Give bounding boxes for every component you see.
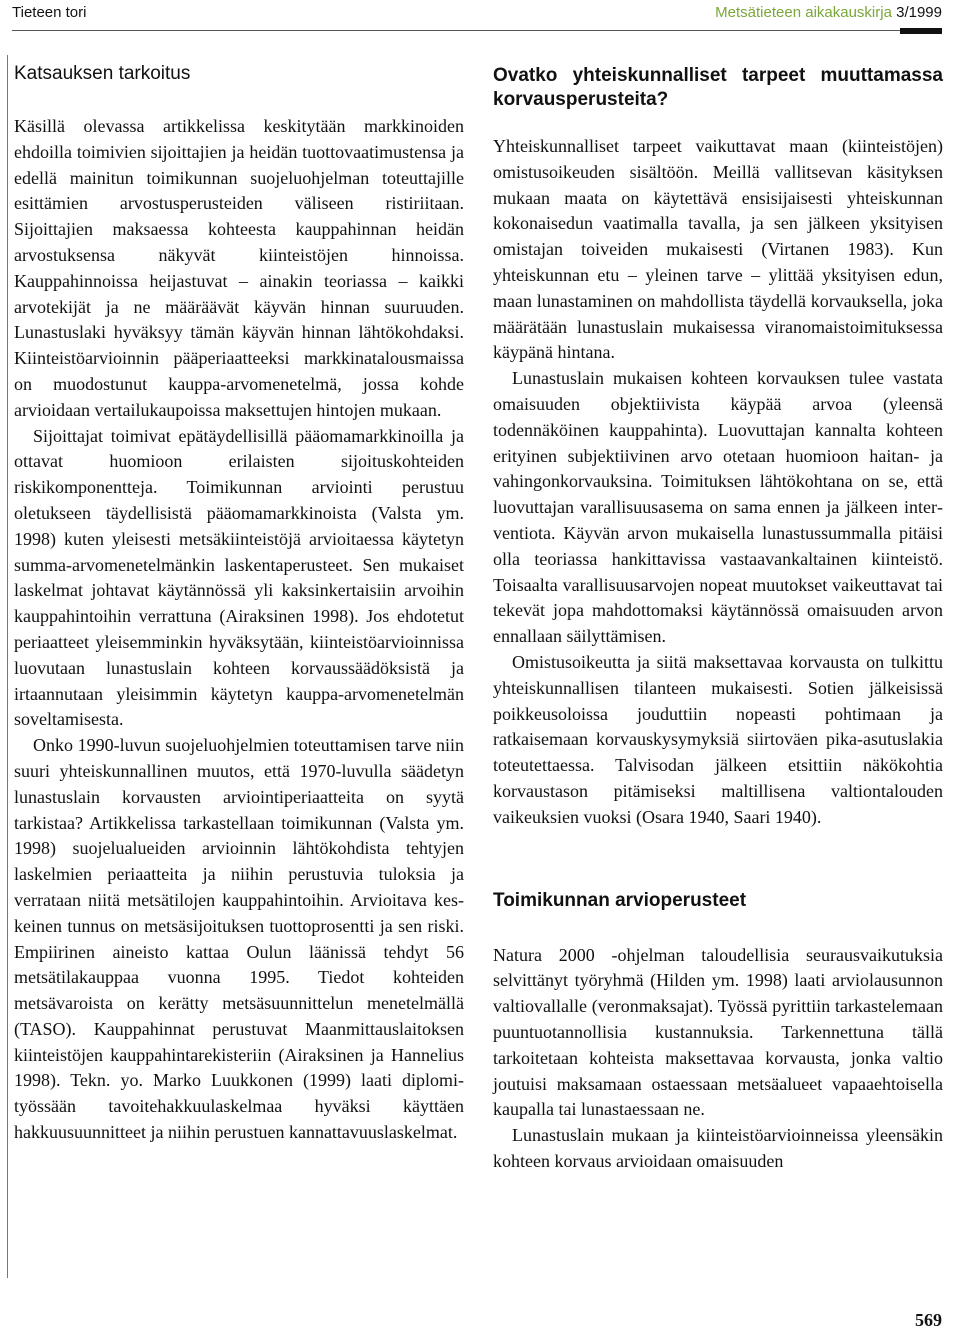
right-column bbox=[493, 62, 943, 1175]
header-rule bbox=[12, 30, 942, 31]
paragraph: Sijoittajat toimivat epätäydellisillä pääomamarkkinoilla ja ottavat huomioon erilaisten sijoituskohteiden riskikomponentteja. Toimikunnan arviointi perustuu oletukseen täydellisistä pääomamarkkinoista (Valsta ym. 1998) kuten yleisesti metsäkiinteistöjä arvioitaessa käytetyn summa-arvomenetelmänkin laskentaperusteet. Sen mukaiset laskelmat johtavat käytännössä yli kaksinkertaisiin arvoihin kauppahintoihin verrattuna (Airaksinen 1998). Jos ehdotetut periaatteet yleisemminkin hyväksytään, kiinteistöarvioinnissa luovutaan lunastuslain kohteen korvaussäädöksistä ja irtaannutaan yleisimmin käytetyn kauppa-arvomenetelmän soveltamisesta. bbox=[14, 425, 464, 730]
paragraph: Käsillä olevassa artikkelissa keskitytään markkinoiden ehdoilla toimivien sijoittajien ja heidän tuottovaatimustensa ja edellä mainitun toimikunnan suojeluohjelman toteuttajille esittämien arvostusperusteiden väliseen ristiriitaan. Sijoittajien maksaessa kohteesta kauppahinnan heidän arvostuksensa näkyvät kiinteistöjen hinnoissa. Kauppahinnoissa heijastuvat – ainakin teoriassa – kaikki arvotekijät ja ne määräävät käyvän hinnan suuruuden. Lunastuslaki hyväksyy tämän käyvän hinnan lähtökohdaksi. Kiinteistöarvioinnin pääperiaatteeksi markkinatalousmaissa on muodostunut kauppa-arvomenetelmä, jossa kohde arvioidaan vertailukaupoissa maksettujen hintojen mukaan. bbox=[14, 116, 464, 420]
paragraph: Lunastuslain mukaan ja kiinteistöarvioinneissa yleensäkin kohteen korvaus arvioidaan omaisuuden bbox=[493, 1125, 943, 1171]
running-head-section: Tieteen tori bbox=[12, 4, 87, 21]
section-heading-question: Ovatko yhteiskunnalliset tarpeet muuttamassa korvausperusteita? bbox=[493, 65, 943, 110]
paragraph: Yhteiskunnalliset tarpeet vaikuttavat maan (kiinteistöjen) omistusoikeuden sisältöön. Meillä vallitsevan käsityksen mukaan maata on käytettävä ensisijaisesti yhteiskunnan kokonaisedun vaatimalla tavalla, ja sen jälkeen yksityisen omistajan toiveiden mukaisesti (Virtanen 1983). Kun yhteiskunnan etu – yleinen tarve – ylittää yksityisen edun, maan lunastaminen on mahdollista täydellä korvauksella, joka määrätään lunastuslain mukaisessa viranomaistoimituksessa käypänä hintana. bbox=[493, 136, 943, 363]
journal-issue: 3/1999 bbox=[896, 4, 942, 21]
left-column bbox=[14, 62, 464, 1146]
section-heading-criteria: Toimikunnan arvioperusteet bbox=[493, 889, 747, 911]
section-heading-purpose: Katsauksen tarkoitus bbox=[14, 63, 191, 84]
paragraph: Onko 1990-luvun suojeluohjelmien toteuttamisen tarve niin suuri yhteiskunnallinen muutos, että 1970-luvulla säädetyn lunastuslain korvausten arviointiperiaatteita on syytä tarkistaa? Artikkelissa tarkastellaan toimikunnan (Valsta ym. 1998) suojelualueiden arvioinnin lähtökohdista tehtyjen laskelmien periaatteita ja niihin perustuvia tuloksia ja verrataan niitä metsätilojen kauppahintoihin. Arvioitava keskeinen tunnus on metsäsijoituksen tuottoprosentti ja sen riski. Empiirinen aineisto kattaa Oulun läänissä tehdyt 56 metsätilakauppaa vuonna 1995. Tiedot kohteiden metsävaroista on kerätty metsäsuunnittelun menetelmällä (TASO). Kauppahinnat perustuvat Maanmittauslaitoksen kiinteistöjen kauppahintarekisteriin (Airaksinen ja Hannelius 1998). Tekn. yo. Marko Luukkonen (1999) laati diplomityössään tavoitehakkuulaskelmaa hyväksi käyttäen hakkuusuunnitteet ja niihin perustuen kannattavuuslaskelmat. bbox=[14, 735, 464, 1143]
left-margin-rule bbox=[7, 55, 8, 1278]
running-head-journal bbox=[715, 4, 942, 21]
paragraph: Natura 2000 -ohjelman taloudellisia seurausvaikutuksia selvittänyt työryhmä (Hilden ym. 1998) laati arviolausunnon valtiovallalle (veronmaksajat). Työssä pyrittiin tarkastelemaan puuntuotannollisia kustannuksia. Tarkennettuna tällä tarkoitetaan kohteista maksettavaa korvausta, jonka valtio joutuisi maksamaan ostaessaan metsäalueet vapaaehtoisella kaupalla tai lunastaessaan ne. bbox=[493, 944, 943, 1120]
paragraph: Omistusoikeutta ja siitä maksettavaa korvausta on tulkittu yhteiskunnallisen tilanteen mukaisesti. Sotien jälkeisissä poikkeusoloissa jouduttiin nopeasti pohtimaan ja ratkaisemaan korvauskysymyksiä siirtoväen pika-asutuslakia toteutettaessa. Talvisodan jälkeen etsittiin näkökohtia korvaustason pitämiseksi maltillisena valtiontalouden vaikeuksien vuoksi (Osara 1940, Saari 1940). bbox=[493, 651, 943, 827]
paragraph: Lunastuslain mukaisen kohteen korvauksen tulee vastata omaisuuden objektiivista käypää arvoa (yleensä todennäköinen kauppahinta). Luovuttajan kannalta kohteen erityinen subjektiivinen arvo otetaan huomioon haitan- ja vahingonkorvauksina. Toimituksen lähtökohtana on se, että luovuttajan varallisuusasema on sama ennen ja jälkeen interventiota. Käyvän arvon mukaisella lunastussummalla pitäisi olla teoriassa hankittavissa vastaavankaltainen kiinteistö. Toisaalta varallisuusarvojen nopeat muutokset vaikeuttavat tai tekevät jopa mahdottomaksi käytännössä omaisuuden arvon ennallaan säilyttämisen. bbox=[493, 368, 943, 647]
page-number: 569 bbox=[915, 1310, 942, 1330]
journal-name: Metsätieteen aikakauskirja bbox=[715, 4, 892, 21]
header-block-marker bbox=[900, 28, 942, 34]
